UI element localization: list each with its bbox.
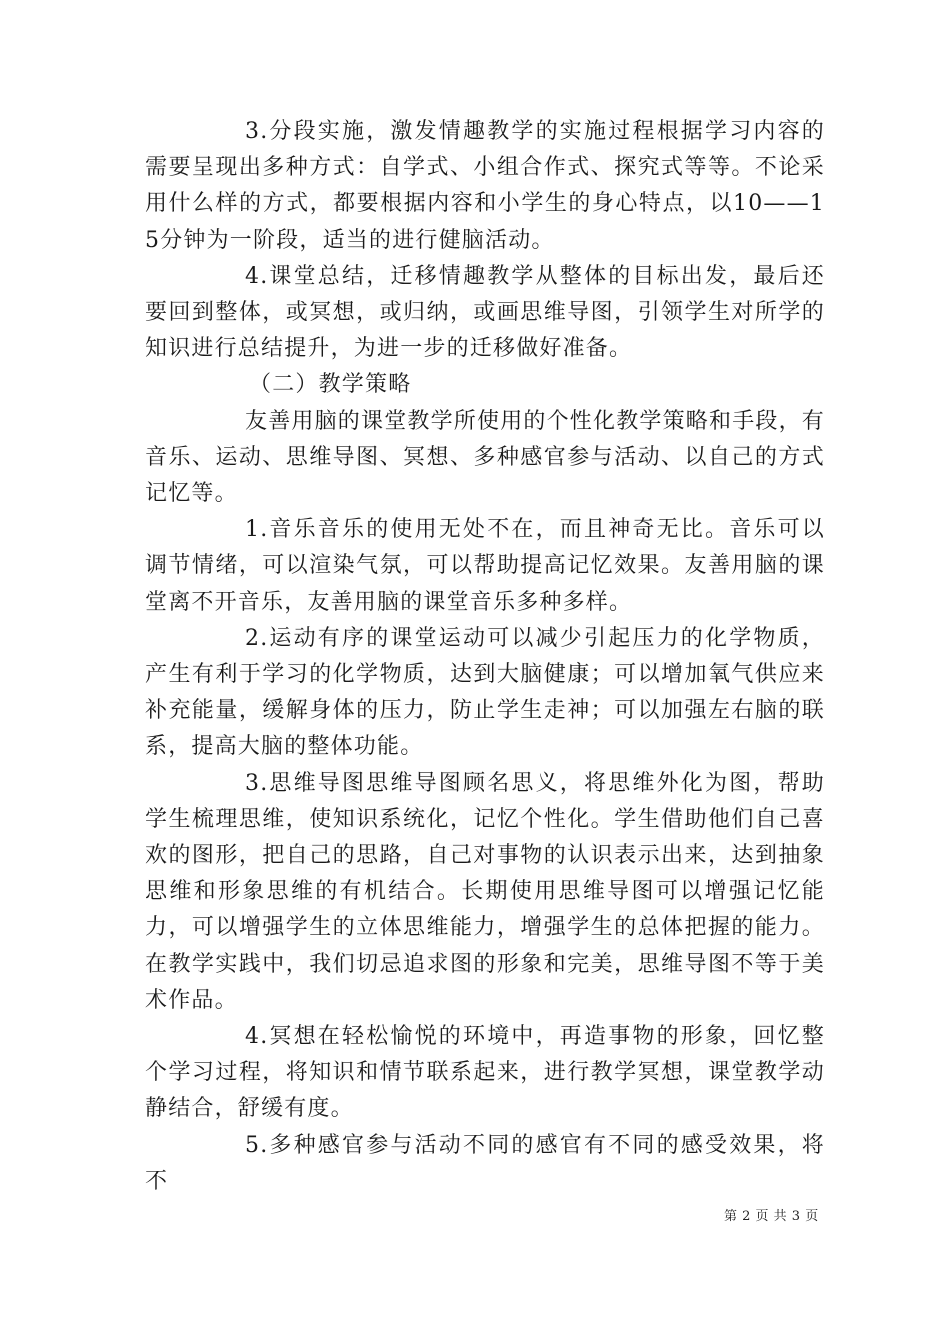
- paragraph-music: 1.音乐音乐的使用无处不在，而且神奇无比。音乐可以调节情绪，可以渲染气氛，可以帮助提高记忆效果。友善用脑的课堂离不开音乐，友善用脑的课堂音乐多种多样。: [145, 517, 825, 615]
- paragraph-strategy-intro: 友善用脑的课堂教学所使用的个性化教学策略和手段，有音乐、运动、思维导图、冥想、多种感官参与活动、以自己的方式记忆等。: [145, 408, 826, 507]
- paragraph-multisensory: 5.多种感官参与活动不同的感官有不同的感受效果，将不: [145, 1132, 825, 1194]
- paragraph-exercise: 2.运动有序的课堂运动可以减少引起压力的化学物质，产生有利于学习的化学物质，达到大脑健康；可以增加氧气供应来补充能量，缓解身体的压力，防止学生走神；可以加强左右脑的联系，提高大脑的整体功能。: [145, 625, 825, 760]
- section-heading-teaching-strategy: （二）教学策略: [249, 372, 412, 398]
- body-text: [145, 114, 825, 1200]
- paragraph-class-summary: 4.课堂总结，迁移情趣教学从整体的目标出发，最后还要回到整体，或冥想，或归纳，或画思维导图，引领学生对所学的知识进行总结提升，为进一步的迁移做好准备。: [145, 263, 825, 362]
- paragraph-staged-implementation: 3.分段实施，激发情趣教学的实施过程根据学习内容的需要呈现出多种方式：自学式、小组合作式、探究式等等。不论采用什么样的方式，都要根据内容和小学生的身心特点，以10——15分钟为一阶段，适当的进行健脑活动。: [145, 119, 825, 253]
- paragraph-mind-map: 3.思维导图思维导图顾名思义，将思维外化为图，帮助学生梳理思维，使知识系统化，记忆个性化。学生借助他们自己喜欢的图形，把自己的思路，自己对事物的认识表示出来，达到抽象思维和形象思维的有机结合。长期使用思维导图可以增强记忆能力，可以增强学生的立体思维能力，增强学生的总体把握的能力。在教学实践中，我们切忌追求图的形象和完美，思维导图不等于美术作品。: [145, 770, 825, 1013]
- paragraph-meditation: 4.冥想在轻松愉悦的环境中，再造事物的形象，回忆整个学习过程，将知识和情节联系起来，进行教学冥想，课堂教学动静结合，舒缓有度。: [145, 1024, 825, 1122]
- page-number: 第 2 页 共 3 页: [724, 1209, 819, 1224]
